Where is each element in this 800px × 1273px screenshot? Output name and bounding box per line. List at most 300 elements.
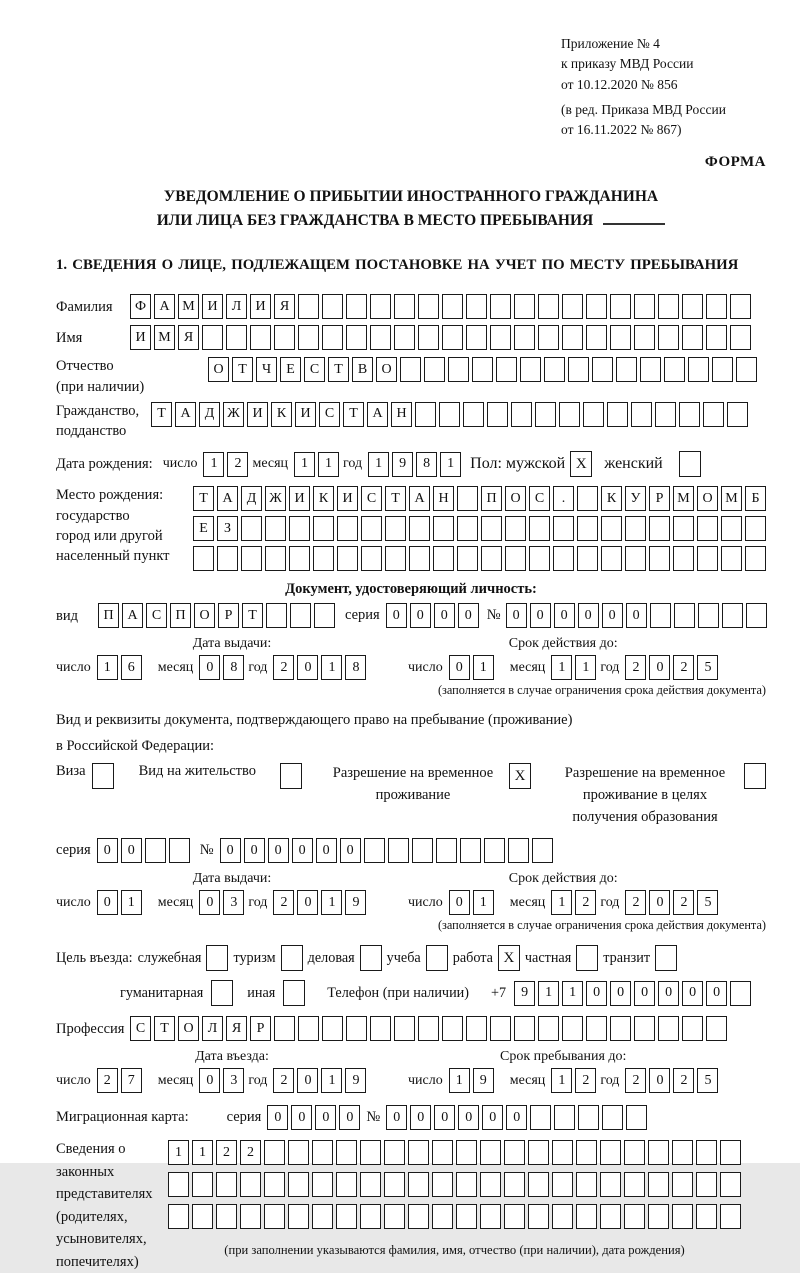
char-box[interactable] bbox=[192, 1172, 213, 1197]
char-box[interactable] bbox=[290, 603, 311, 628]
char-box[interactable] bbox=[650, 603, 671, 628]
char-box[interactable]: 2 bbox=[240, 1140, 261, 1165]
char-box[interactable] bbox=[264, 1172, 285, 1197]
char-box[interactable] bbox=[538, 294, 559, 319]
purpose-business-checkbox[interactable] bbox=[360, 945, 382, 971]
char-box[interactable] bbox=[418, 294, 439, 319]
char-box[interactable] bbox=[562, 1016, 583, 1041]
char-box[interactable]: И bbox=[130, 325, 151, 350]
char-box[interactable]: 0 bbox=[386, 603, 407, 628]
char-box[interactable] bbox=[688, 357, 709, 382]
char-box[interactable] bbox=[601, 546, 622, 571]
char-box[interactable]: 0 bbox=[706, 981, 727, 1006]
char-box[interactable]: Ч bbox=[256, 357, 277, 382]
char-box[interactable]: 2 bbox=[673, 890, 694, 915]
char-box[interactable] bbox=[696, 1140, 717, 1165]
char-box[interactable] bbox=[466, 325, 487, 350]
char-box[interactable] bbox=[480, 1140, 501, 1165]
char-box[interactable] bbox=[722, 603, 743, 628]
char-box[interactable]: 0 bbox=[220, 838, 241, 863]
char-box[interactable]: Е bbox=[280, 357, 301, 382]
char-box[interactable] bbox=[384, 1172, 405, 1197]
given-name-input[interactable] bbox=[130, 325, 751, 350]
char-box[interactable]: Ж bbox=[265, 486, 286, 511]
char-box[interactable]: 0 bbox=[682, 981, 703, 1006]
char-box[interactable]: 0 bbox=[316, 838, 337, 863]
char-box[interactable] bbox=[505, 546, 526, 571]
char-box[interactable] bbox=[409, 516, 430, 541]
purpose-official-checkbox[interactable] bbox=[206, 945, 228, 971]
char-box[interactable] bbox=[216, 1204, 237, 1229]
char-box[interactable]: Т bbox=[242, 603, 263, 628]
char-box[interactable]: 2 bbox=[216, 1140, 237, 1165]
migration-number-input[interactable] bbox=[386, 1105, 647, 1130]
char-box[interactable] bbox=[648, 1172, 669, 1197]
char-box[interactable]: 1 bbox=[449, 1068, 470, 1093]
char-box[interactable]: 0 bbox=[554, 603, 575, 628]
char-box[interactable]: 9 bbox=[345, 1068, 366, 1093]
char-box[interactable]: Р bbox=[218, 603, 239, 628]
char-box[interactable] bbox=[408, 1204, 429, 1229]
char-box[interactable]: 1 bbox=[97, 655, 118, 680]
residence-valid-day-input[interactable] bbox=[449, 890, 494, 915]
char-box[interactable] bbox=[624, 1140, 645, 1165]
purpose-study-checkbox[interactable] bbox=[426, 945, 448, 971]
char-box[interactable] bbox=[460, 838, 481, 863]
char-box[interactable] bbox=[592, 357, 613, 382]
doc-issue-month-input[interactable] bbox=[199, 655, 244, 680]
char-box[interactable] bbox=[696, 1172, 717, 1197]
char-box[interactable]: И bbox=[289, 486, 310, 511]
char-box[interactable]: З bbox=[217, 516, 238, 541]
char-box[interactable] bbox=[145, 838, 166, 863]
char-box[interactable]: М bbox=[154, 325, 175, 350]
representatives-line2-input[interactable] bbox=[168, 1172, 741, 1197]
char-box[interactable] bbox=[514, 1016, 535, 1041]
char-box[interactable] bbox=[439, 402, 460, 427]
char-box[interactable]: 1 bbox=[294, 452, 315, 477]
char-box[interactable] bbox=[528, 1140, 549, 1165]
temp-residence-checkbox[interactable]: X bbox=[509, 763, 531, 789]
char-box[interactable]: 0 bbox=[199, 1068, 220, 1093]
char-box[interactable]: 2 bbox=[273, 1068, 294, 1093]
char-box[interactable] bbox=[360, 1204, 381, 1229]
char-box[interactable] bbox=[490, 325, 511, 350]
char-box[interactable] bbox=[658, 325, 679, 350]
char-box[interactable] bbox=[264, 1204, 285, 1229]
char-box[interactable] bbox=[586, 325, 607, 350]
doc-valid-month-input[interactable] bbox=[551, 655, 596, 680]
char-box[interactable]: 2 bbox=[273, 890, 294, 915]
char-box[interactable]: 1 bbox=[203, 452, 224, 477]
char-box[interactable] bbox=[745, 516, 766, 541]
char-box[interactable]: 1 bbox=[562, 981, 583, 1006]
entry-year-input[interactable] bbox=[273, 1068, 366, 1093]
char-box[interactable] bbox=[712, 357, 733, 382]
char-box[interactable] bbox=[648, 1204, 669, 1229]
phone-input[interactable] bbox=[514, 981, 751, 1006]
char-box[interactable] bbox=[625, 516, 646, 541]
char-box[interactable] bbox=[274, 325, 295, 350]
char-box[interactable] bbox=[544, 357, 565, 382]
char-box[interactable] bbox=[698, 603, 719, 628]
char-box[interactable]: 0 bbox=[458, 1105, 479, 1130]
char-box[interactable] bbox=[385, 516, 406, 541]
birth-day-input[interactable] bbox=[203, 452, 248, 477]
char-box[interactable] bbox=[679, 402, 700, 427]
char-box[interactable] bbox=[624, 1172, 645, 1197]
char-box[interactable] bbox=[730, 325, 751, 350]
char-box[interactable] bbox=[192, 1204, 213, 1229]
char-box[interactable]: О bbox=[697, 486, 718, 511]
char-box[interactable] bbox=[484, 838, 505, 863]
char-box[interactable] bbox=[472, 357, 493, 382]
char-box[interactable] bbox=[457, 516, 478, 541]
patronymic-input[interactable] bbox=[208, 357, 757, 382]
char-box[interactable] bbox=[424, 357, 445, 382]
char-box[interactable]: А bbox=[409, 486, 430, 511]
char-box[interactable] bbox=[721, 546, 742, 571]
char-box[interactable] bbox=[360, 1140, 381, 1165]
char-box[interactable] bbox=[553, 516, 574, 541]
char-box[interactable]: 8 bbox=[416, 452, 437, 477]
char-box[interactable] bbox=[322, 325, 343, 350]
char-box[interactable]: М bbox=[721, 486, 742, 511]
char-box[interactable] bbox=[504, 1204, 525, 1229]
char-box[interactable]: 0 bbox=[649, 890, 670, 915]
citizenship-input[interactable] bbox=[151, 402, 748, 427]
char-box[interactable] bbox=[202, 325, 223, 350]
char-box[interactable] bbox=[226, 325, 247, 350]
char-box[interactable] bbox=[697, 516, 718, 541]
char-box[interactable] bbox=[409, 546, 430, 571]
sex-female-checkbox[interactable] bbox=[679, 451, 701, 477]
purpose-transit-checkbox[interactable] bbox=[655, 945, 677, 971]
char-box[interactable] bbox=[730, 981, 751, 1006]
char-box[interactable]: Д bbox=[199, 402, 220, 427]
purpose-other-checkbox[interactable] bbox=[283, 980, 305, 1006]
char-box[interactable] bbox=[418, 1016, 439, 1041]
char-box[interactable] bbox=[552, 1140, 573, 1165]
char-box[interactable]: М bbox=[673, 486, 694, 511]
char-box[interactable] bbox=[370, 1016, 391, 1041]
representatives-line3-input[interactable] bbox=[168, 1204, 741, 1229]
char-box[interactable] bbox=[664, 357, 685, 382]
char-box[interactable]: О bbox=[178, 1016, 199, 1041]
char-box[interactable]: 5 bbox=[697, 655, 718, 680]
char-box[interactable] bbox=[337, 516, 358, 541]
char-box[interactable]: О bbox=[376, 357, 397, 382]
char-box[interactable]: 1 bbox=[551, 1068, 572, 1093]
char-box[interactable]: 1 bbox=[368, 452, 389, 477]
char-box[interactable] bbox=[412, 838, 433, 863]
char-box[interactable] bbox=[442, 294, 463, 319]
char-box[interactable]: 0 bbox=[97, 838, 118, 863]
char-box[interactable] bbox=[322, 294, 343, 319]
char-box[interactable] bbox=[529, 546, 550, 571]
residence-series-input[interactable] bbox=[97, 838, 190, 863]
doc-series-input[interactable] bbox=[386, 603, 479, 628]
char-box[interactable]: 0 bbox=[97, 890, 118, 915]
char-box[interactable] bbox=[554, 1105, 575, 1130]
char-box[interactable] bbox=[496, 357, 517, 382]
char-box[interactable] bbox=[298, 1016, 319, 1041]
char-box[interactable]: 0 bbox=[626, 603, 647, 628]
char-box[interactable] bbox=[682, 1016, 703, 1041]
char-box[interactable] bbox=[538, 1016, 559, 1041]
char-box[interactable]: 0 bbox=[315, 1105, 336, 1130]
char-box[interactable]: 2 bbox=[575, 890, 596, 915]
char-box[interactable]: Н bbox=[433, 486, 454, 511]
char-box[interactable] bbox=[600, 1140, 621, 1165]
char-box[interactable]: Ф bbox=[130, 294, 151, 319]
char-box[interactable]: 9 bbox=[345, 890, 366, 915]
char-box[interactable] bbox=[706, 325, 727, 350]
char-box[interactable]: К bbox=[313, 486, 334, 511]
char-box[interactable] bbox=[532, 838, 553, 863]
char-box[interactable] bbox=[288, 1140, 309, 1165]
stay-month-input[interactable] bbox=[551, 1068, 596, 1093]
char-box[interactable] bbox=[511, 402, 532, 427]
char-box[interactable] bbox=[216, 1172, 237, 1197]
char-box[interactable]: 2 bbox=[227, 452, 248, 477]
char-box[interactable] bbox=[432, 1140, 453, 1165]
char-box[interactable]: Т bbox=[343, 402, 364, 427]
char-box[interactable]: Р bbox=[649, 486, 670, 511]
char-box[interactable]: 0 bbox=[610, 981, 631, 1006]
birth-year-input[interactable] bbox=[368, 452, 461, 477]
char-box[interactable] bbox=[432, 1204, 453, 1229]
char-box[interactable] bbox=[408, 1172, 429, 1197]
char-box[interactable] bbox=[448, 357, 469, 382]
char-box[interactable] bbox=[610, 1016, 631, 1041]
char-box[interactable] bbox=[520, 357, 541, 382]
char-box[interactable] bbox=[576, 1204, 597, 1229]
char-box[interactable]: И bbox=[337, 486, 358, 511]
char-box[interactable]: 0 bbox=[434, 603, 455, 628]
char-box[interactable]: В bbox=[352, 357, 373, 382]
char-box[interactable] bbox=[432, 1172, 453, 1197]
char-box[interactable] bbox=[265, 546, 286, 571]
purpose-private-checkbox[interactable] bbox=[576, 945, 598, 971]
char-box[interactable]: Т bbox=[151, 402, 172, 427]
char-box[interactable] bbox=[658, 294, 679, 319]
char-box[interactable]: 0 bbox=[602, 603, 623, 628]
char-box[interactable]: С bbox=[146, 603, 167, 628]
char-box[interactable] bbox=[626, 1105, 647, 1130]
char-box[interactable]: 2 bbox=[673, 1068, 694, 1093]
char-box[interactable]: П bbox=[481, 486, 502, 511]
char-box[interactable]: С bbox=[304, 357, 325, 382]
char-box[interactable] bbox=[696, 1204, 717, 1229]
char-box[interactable]: Е bbox=[193, 516, 214, 541]
birth-place-line1-input[interactable] bbox=[193, 486, 766, 511]
char-box[interactable] bbox=[266, 603, 287, 628]
char-box[interactable]: П bbox=[98, 603, 119, 628]
residence-issue-day-input[interactable] bbox=[97, 890, 142, 915]
char-box[interactable]: 0 bbox=[649, 1068, 670, 1093]
char-box[interactable]: 1 bbox=[551, 890, 572, 915]
char-box[interactable]: Б bbox=[745, 486, 766, 511]
char-box[interactable] bbox=[217, 546, 238, 571]
char-box[interactable] bbox=[456, 1172, 477, 1197]
char-box[interactable]: 1 bbox=[192, 1140, 213, 1165]
char-box[interactable]: 1 bbox=[575, 655, 596, 680]
char-box[interactable]: У bbox=[625, 486, 646, 511]
char-box[interactable] bbox=[552, 1172, 573, 1197]
char-box[interactable] bbox=[388, 838, 409, 863]
char-box[interactable]: И bbox=[202, 294, 223, 319]
doc-issue-year-input[interactable] bbox=[273, 655, 366, 680]
temp-residence-edu-checkbox[interactable] bbox=[744, 763, 766, 789]
birth-place-line3-input[interactable] bbox=[193, 546, 766, 571]
char-box[interactable] bbox=[312, 1140, 333, 1165]
char-box[interactable] bbox=[746, 603, 767, 628]
char-box[interactable] bbox=[346, 325, 367, 350]
char-box[interactable] bbox=[265, 516, 286, 541]
char-box[interactable]: 0 bbox=[482, 1105, 503, 1130]
stay-day-input[interactable] bbox=[449, 1068, 494, 1093]
char-box[interactable] bbox=[394, 1016, 415, 1041]
char-box[interactable] bbox=[289, 516, 310, 541]
char-box[interactable]: 0 bbox=[297, 655, 318, 680]
char-box[interactable] bbox=[703, 402, 724, 427]
char-box[interactable] bbox=[600, 1204, 621, 1229]
char-box[interactable] bbox=[576, 1172, 597, 1197]
char-box[interactable] bbox=[640, 357, 661, 382]
doc-valid-day-input[interactable] bbox=[449, 655, 494, 680]
char-box[interactable]: О bbox=[194, 603, 215, 628]
char-box[interactable] bbox=[457, 546, 478, 571]
char-box[interactable]: 0 bbox=[386, 1105, 407, 1130]
char-box[interactable]: 9 bbox=[473, 1068, 494, 1093]
char-box[interactable]: А bbox=[122, 603, 143, 628]
char-box[interactable] bbox=[634, 1016, 655, 1041]
char-box[interactable] bbox=[436, 838, 457, 863]
char-box[interactable] bbox=[322, 1016, 343, 1041]
char-box[interactable] bbox=[394, 325, 415, 350]
char-box[interactable]: . bbox=[553, 486, 574, 511]
char-box[interactable] bbox=[313, 546, 334, 571]
char-box[interactable] bbox=[672, 1140, 693, 1165]
char-box[interactable]: 1 bbox=[538, 981, 559, 1006]
char-box[interactable] bbox=[241, 546, 262, 571]
char-box[interactable]: Я bbox=[274, 294, 295, 319]
residence-issue-year-input[interactable] bbox=[273, 890, 366, 915]
char-box[interactable] bbox=[364, 838, 385, 863]
char-box[interactable] bbox=[508, 838, 529, 863]
entry-month-input[interactable] bbox=[199, 1068, 244, 1093]
surname-input[interactable] bbox=[130, 294, 751, 319]
char-box[interactable]: 0 bbox=[121, 838, 142, 863]
char-box[interactable] bbox=[487, 402, 508, 427]
char-box[interactable]: 0 bbox=[291, 1105, 312, 1130]
char-box[interactable]: 0 bbox=[634, 981, 655, 1006]
char-box[interactable] bbox=[682, 325, 703, 350]
char-box[interactable] bbox=[736, 357, 757, 382]
char-box[interactable]: И bbox=[295, 402, 316, 427]
char-box[interactable]: 0 bbox=[267, 1105, 288, 1130]
char-box[interactable]: 0 bbox=[458, 603, 479, 628]
char-box[interactable] bbox=[168, 1204, 189, 1229]
char-box[interactable] bbox=[577, 486, 598, 511]
char-box[interactable] bbox=[538, 325, 559, 350]
char-box[interactable]: 0 bbox=[449, 655, 470, 680]
char-box[interactable] bbox=[721, 516, 742, 541]
char-box[interactable]: 2 bbox=[625, 1068, 646, 1093]
char-box[interactable] bbox=[514, 325, 535, 350]
char-box[interactable]: 2 bbox=[625, 655, 646, 680]
char-box[interactable]: 0 bbox=[340, 838, 361, 863]
char-box[interactable] bbox=[529, 516, 550, 541]
char-box[interactable] bbox=[433, 516, 454, 541]
purpose-tourism-checkbox[interactable] bbox=[281, 945, 303, 971]
char-box[interactable]: И bbox=[247, 402, 268, 427]
char-box[interactable] bbox=[240, 1204, 261, 1229]
char-box[interactable]: А bbox=[175, 402, 196, 427]
char-box[interactable] bbox=[463, 402, 484, 427]
residence-valid-year-input[interactable] bbox=[625, 890, 718, 915]
char-box[interactable] bbox=[624, 1204, 645, 1229]
char-box[interactable] bbox=[346, 1016, 367, 1041]
char-box[interactable] bbox=[313, 516, 334, 541]
char-box[interactable] bbox=[634, 294, 655, 319]
char-box[interactable]: 0 bbox=[410, 1105, 431, 1130]
residence-permit-checkbox[interactable] bbox=[280, 763, 302, 789]
char-box[interactable] bbox=[648, 1140, 669, 1165]
char-box[interactable]: 3 bbox=[223, 890, 244, 915]
birth-place-line2-input[interactable] bbox=[193, 516, 766, 541]
char-box[interactable] bbox=[456, 1140, 477, 1165]
char-box[interactable] bbox=[745, 546, 766, 571]
char-box[interactable] bbox=[553, 546, 574, 571]
char-box[interactable]: Я bbox=[178, 325, 199, 350]
char-box[interactable] bbox=[514, 294, 535, 319]
char-box[interactable] bbox=[673, 516, 694, 541]
char-box[interactable] bbox=[530, 1105, 551, 1130]
char-box[interactable] bbox=[193, 546, 214, 571]
char-box[interactable] bbox=[586, 294, 607, 319]
char-box[interactable]: 8 bbox=[223, 655, 244, 680]
char-box[interactable]: 1 bbox=[473, 655, 494, 680]
char-box[interactable] bbox=[655, 402, 676, 427]
char-box[interactable]: 2 bbox=[625, 890, 646, 915]
char-box[interactable] bbox=[720, 1172, 741, 1197]
char-box[interactable]: 0 bbox=[506, 1105, 527, 1130]
char-box[interactable] bbox=[442, 1016, 463, 1041]
char-box[interactable]: С bbox=[319, 402, 340, 427]
residence-number-input[interactable] bbox=[220, 838, 553, 863]
char-box[interactable] bbox=[361, 546, 382, 571]
doc-valid-year-input[interactable] bbox=[625, 655, 718, 680]
char-box[interactable] bbox=[298, 325, 319, 350]
char-box[interactable]: 1 bbox=[321, 890, 342, 915]
char-box[interactable] bbox=[706, 1016, 727, 1041]
char-box[interactable] bbox=[730, 294, 751, 319]
char-box[interactable] bbox=[505, 516, 526, 541]
char-box[interactable]: 0 bbox=[268, 838, 289, 863]
char-box[interactable] bbox=[607, 402, 628, 427]
char-box[interactable] bbox=[288, 1172, 309, 1197]
char-box[interactable] bbox=[336, 1204, 357, 1229]
char-box[interactable]: О bbox=[208, 357, 229, 382]
char-box[interactable] bbox=[370, 325, 391, 350]
char-box[interactable]: Н bbox=[391, 402, 412, 427]
char-box[interactable] bbox=[250, 325, 271, 350]
char-box[interactable] bbox=[552, 1204, 573, 1229]
char-box[interactable]: 2 bbox=[273, 655, 294, 680]
char-box[interactable]: 2 bbox=[673, 655, 694, 680]
